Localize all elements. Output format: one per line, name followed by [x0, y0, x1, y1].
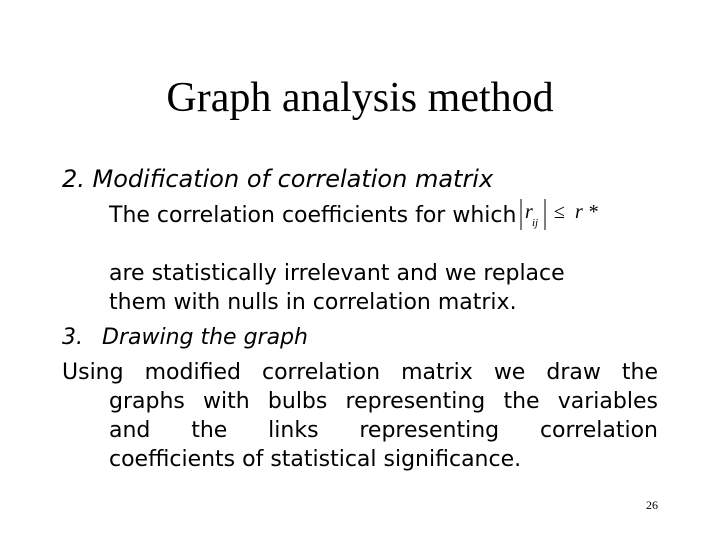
word: representing — [359, 418, 500, 443]
word: bulbs — [267, 389, 328, 414]
slide-title: Graph analysis method — [166, 75, 554, 121]
word: links — [268, 418, 319, 443]
formula-variable: r — [525, 201, 533, 223]
word: the — [503, 389, 540, 414]
formula-threshold: r * — [575, 201, 598, 223]
page-number: 26 — [646, 498, 658, 512]
section-3-line-2 — [109, 416, 658, 445]
word: correlation — [261, 360, 381, 385]
word: the — [621, 360, 658, 385]
word: graphs — [109, 389, 185, 414]
word: we — [493, 360, 526, 385]
word: representing — [345, 389, 486, 414]
word: matrix — [401, 360, 473, 385]
formula-subscript: ij — [532, 217, 539, 229]
section-2-line-2: are statistically irrelevant and we replace — [109, 261, 565, 286]
word: with — [203, 389, 250, 414]
formula-relation: ≤ — [554, 201, 565, 223]
section-3-heading: Drawing the graph — [102, 325, 308, 350]
section-3-line-1 — [109, 387, 658, 416]
word: and — [109, 418, 151, 443]
threshold-formula — [515, 196, 625, 236]
word: modified — [144, 360, 241, 385]
section-3-lead-line — [62, 358, 658, 387]
section-3-line-3: coefficients of statistical significance. — [109, 447, 522, 472]
word: the — [191, 418, 228, 443]
word: draw — [546, 360, 601, 385]
word: Using — [62, 360, 124, 385]
word: correlation — [539, 418, 658, 443]
section-3-number: 3. — [62, 325, 83, 350]
section-2-heading: 2. Modification of correlation matrix — [62, 165, 494, 193]
section-2-line-3: them with nulls in correlation matrix. — [109, 290, 517, 315]
word: variables — [557, 389, 658, 414]
section-2-line-1: The correlation coefficients for which — [109, 203, 517, 228]
